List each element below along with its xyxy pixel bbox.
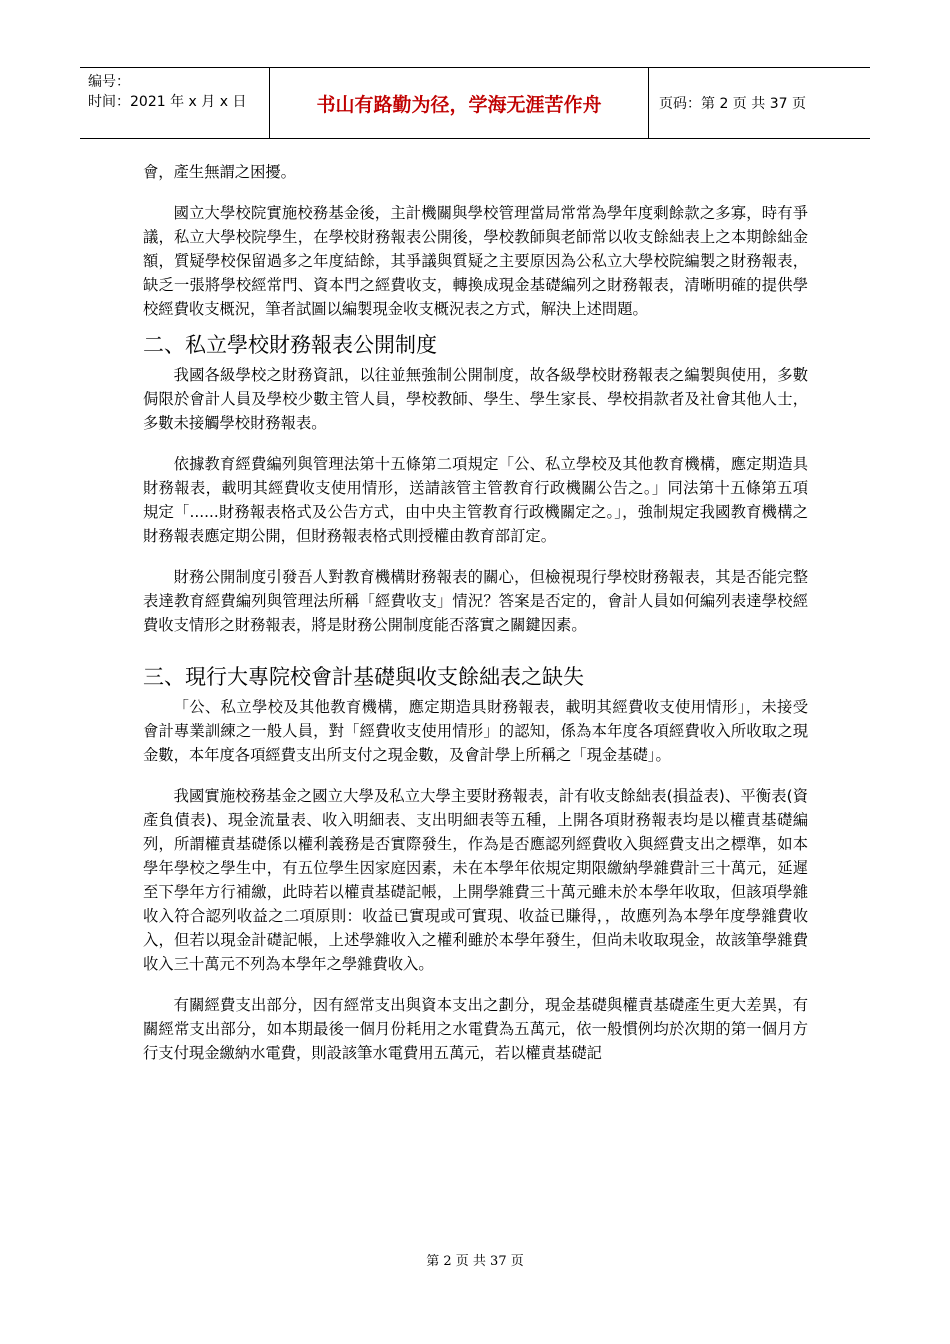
paragraph: 我國各級學校之財務資訊，以往並無強制公開制度，故各級學校財務報表之編製與使用，多數侷限於會計人員及學校少數主管人員，學校教師、學生、學生家長、學校捐款者及社會其他人士，多數未接觸學校財務報表。 bbox=[143, 366, 808, 432]
page-footer: 第 2 页 共 37 页 bbox=[426, 1254, 524, 1269]
paragraph: 會，產生無謂之困擾。 bbox=[143, 163, 296, 181]
header-number: 编号： bbox=[88, 74, 130, 90]
paragraph: 有關經費支出部分，因有經常支出與資本支出之劃分，現金基礎與權責基礎產生更大差異，有關經常支出部分，如本期最後一個月份耗用之水電費為五萬元，依一般慣例均於次期的第一個月方行支付現金繳納水電費，則設該筆水電費用五萬元，若以權責基礎記 bbox=[143, 996, 808, 1062]
paragraph: 國立大學校院實施校務基金後，主計機關與學校管理當局常常為學年度剩餘款之多寡，時有爭議，私立大學校院學生，在學校財務報表公開後，學校教師與老師常以收支餘絀表上之本期餘絀金額，質疑學校保留過多之年度結餘，其爭議與質疑之主要原因為公私立大學校院編製之財務報表，缺乏一張將學校經常門、資本門之經費收支，轉換成現金基礎編列之財務報表，清晰明確的提供學校經費收支概況，筆者試圖以編製現金收支概況表之方式，解決上述問題。 bbox=[143, 204, 808, 318]
header-page-code: 页码：第 2 页 共 37 页 bbox=[659, 96, 806, 112]
page-header bbox=[80, 67, 870, 139]
section-heading: 三、現行大專院校會計基礎與收支餘絀表之缺失 bbox=[143, 665, 584, 689]
paragraph: 財務公開制度引發吾人對教育機構財務報表的關心，但檢視現行學校財務報表，其是否能完整表達教育經費編列與管理法所稱「經費收支」情況？答案是否定的，會計人員如何編列表達學校經費收支情形之財務報表，將是財務公開制度能否落實之關鍵因素。 bbox=[143, 568, 808, 634]
paragraph: 依據教育經費編列與管理法第十五條第二項規定「公、私立學校及其他教育機構，應定期造具財務報表，載明其經費收支使用情形，送請該管主管教育行政機關公告之。」同法第十五條第五項規定「......財務報表格式及公告方式，由中央主管教育行政機關定之。」，強制規定我國教育機構之財務報表應定期公開，但財務報表格式則授權由教育部訂定。 bbox=[143, 455, 808, 545]
section-heading: 二、私立學校財務報表公開制度 bbox=[143, 333, 437, 357]
header-time: 时间：2021 年 x 月 x 日 bbox=[88, 94, 247, 110]
paragraph: 「公、私立學校及其他教育機構，應定期造具財務報表，載明其經費收支使用情形」，未接受會計專業訓練之一般人員，對「經費收支使用情形」的認知，係為本年度各項經費收入所收取之現金數，本年度各項經費支出所支付之現金數，及會計學上所稱之「現金基礎」。 bbox=[143, 698, 808, 764]
header-motto: 书山有路勤为径，学海无涯苦作舟 bbox=[270, 68, 649, 138]
document-body bbox=[143, 160, 808, 1065]
paragraph: 我國實施校務基金之國立大學及私立大學主要財務報表，計有收支餘絀表(損益表)、平衡表(資產負債表)、現金流量表、收入明細表、支出明細表等五種，上開各項財務報表均是以權責基礎編列，所謂權責基礎係以權利義務是否實際發生，作為是否應認列經費收入與經費支出之標準，如本學年學校之學生中，有五位學生因家庭因素，未在本學年依規定期限繳納學雜費計三十萬元，延遲至下學年方行補繳，此時若以權責基礎記帳，上開學雜費三十萬元雖未於本學年收取，但該項學雜收入符合認列收益之二項原則：收益已實現或可實現、收益已賺得，，故應列為本學年度學雜費收入，但若以現金計礎記帳，上述學雜收入之權利雖於本學年發生，但尚未收取現金，故該筆學雜費收入三十萬元不列為本學年之學雜費收入。 bbox=[143, 787, 808, 973]
header-meta bbox=[80, 68, 270, 138]
